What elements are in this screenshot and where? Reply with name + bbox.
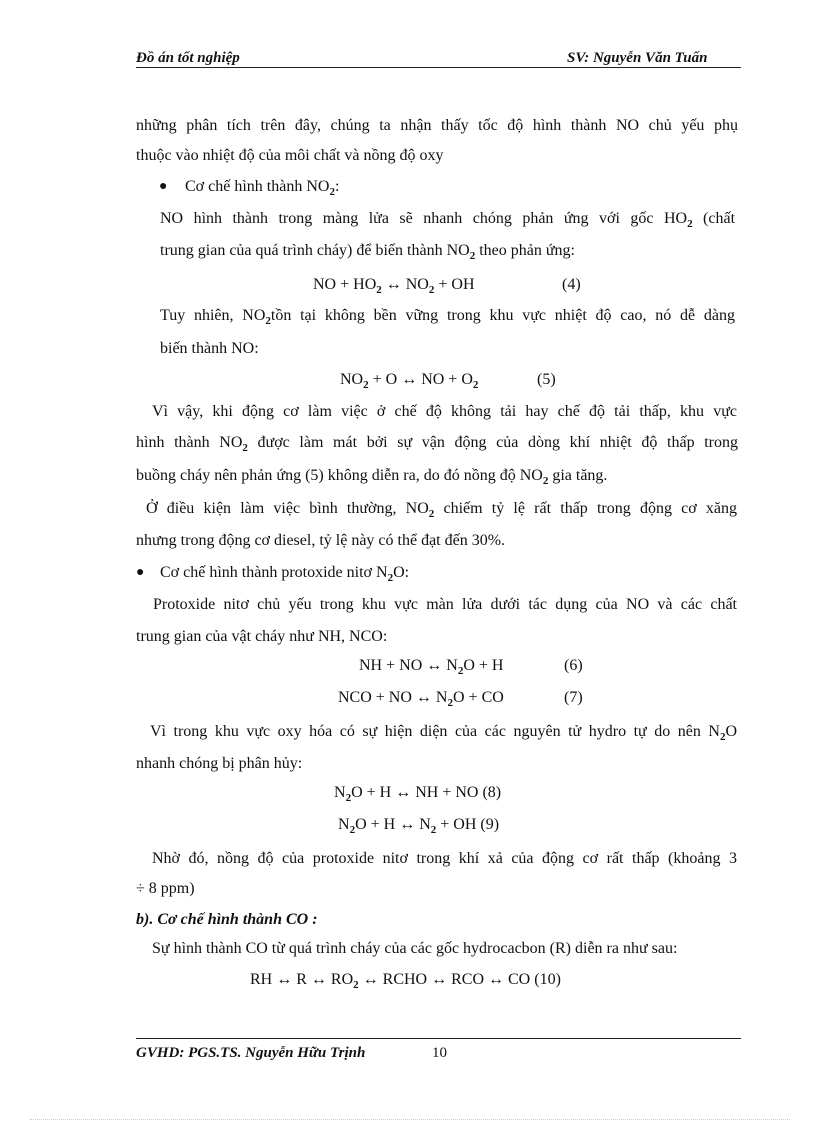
paragraph-line: thuộc vào nhiệt độ của môi chất và nồng độ oxy: [136, 147, 444, 164]
equation-9: $N_2O + H$ ↔ $N_2$ + OH (9): [338, 816, 500, 836]
header-author: SV: Nguyễn Văn Tuấn: [567, 50, 708, 66]
paragraph-line: ÷ 8 ppm): [136, 880, 195, 897]
paragraph-line: trung gian của quá trình cháy) để biến thành $NO_2$ theo phản ứng:: [160, 242, 575, 262]
paragraph-line: Vì trong khu vực oxy hóa có sự hiện diện của các nguyên tử hydro tự do nên $N_2O$: [150, 723, 737, 743]
paragraph-line: buồng cháy nên phản ứng (5) không diễn ra, do đó nồng độ $NO_2$ gia tăng.: [136, 467, 608, 487]
paragraph-line: Tuy nhiên, $NO_2tồn$ tại không bền vững trong khu vực nhiệt độ cao, nó dễ dàng: [160, 307, 736, 327]
bullet-icon: ●: [136, 565, 145, 580]
header-rule: [136, 67, 741, 68]
bullet-icon: ●: [159, 179, 168, 194]
paragraph-line: trung gian của vật cháy như NH, NCO:: [136, 628, 388, 645]
section-heading-co: b). Cơ chế hình thành CO :: [136, 911, 318, 928]
page-bottom-border: [30, 1119, 790, 1120]
equation-number: (4): [562, 276, 581, 293]
equation-10: RH ↔ R ↔ $RO_2$ ↔ RCHO ↔ RCO ↔ CO (10): [250, 971, 561, 991]
paragraph-line: Nhờ đó, nồng độ của protoxide nitơ trong khí xả của động cơ rất thấp (khoảng 3: [152, 850, 737, 867]
equation-4: NO + $HO_2$ ↔ $NO_2$ + OH: [313, 276, 475, 296]
paragraph-line: những phân tích trên đây, chúng ta nhận thấy tốc độ hình thành NO chủ yếu phụ: [136, 117, 738, 134]
paragraph-line: Vì vậy, khi động cơ làm việc ở chế độ không tải hay chế độ tải thấp, khu vực: [152, 403, 737, 420]
bullet-heading-no2: Cơ chế hình thành $NO_2$:: [185, 178, 340, 198]
footer-rule: [136, 1038, 741, 1039]
header-title: Đồ án tốt nghiệp: [136, 50, 240, 66]
footer-advisor: GVHD: PGS.TS. Nguyễn Hữu Trịnh: [136, 1045, 366, 1061]
equation-number: (6): [564, 657, 583, 674]
paragraph-line: nhưng trong động cơ diesel, tỷ lệ này có thể đạt đến 30%.: [136, 532, 506, 549]
equation-5: $NO_2 + O$ ↔ NO + $O_2$: [340, 371, 479, 391]
paragraph-line: nhanh chóng bị phân hủy:: [136, 755, 303, 772]
equation-number: (5): [537, 371, 556, 388]
paragraph-line: hình thành $NO_2$ được làm mát bởi sự vận động của dòng khí nhiệt độ thấp trong: [136, 434, 738, 454]
equation-number: (7): [564, 689, 583, 706]
page-number: 10: [432, 1045, 447, 1061]
bullet-heading-n2o: Cơ chế hình thành protoxide nitơ $N_2O$:: [160, 564, 410, 584]
equation-6: NH + NO ↔ $N_2O + H$: [359, 657, 504, 677]
equation-8: $N_2O + H$ ↔ NH + NO (8): [334, 784, 502, 804]
paragraph-line: NO hình thành trong màng lửa sẽ nhanh chóng phản ứng với gốc $HO_2$ (chất: [160, 210, 736, 230]
equation-7: NCO + NO ↔ $N_2O$ + CO: [338, 689, 504, 709]
paragraph-line: Protoxide nitơ chủ yếu trong khu vực màn lửa dưới tác dụng của NO và các chất: [153, 596, 737, 613]
paragraph-line: Ở điều kiện làm việc bình thường, $NO_2$ chiếm tỷ lệ rất thấp trong động cơ xăng: [146, 500, 738, 520]
paragraph-line: biến thành NO:: [160, 340, 259, 357]
paragraph-line: Sự hình thành CO từ quá trình cháy của các gốc hydrocacbon (R) diễn ra như sau:: [152, 940, 678, 957]
